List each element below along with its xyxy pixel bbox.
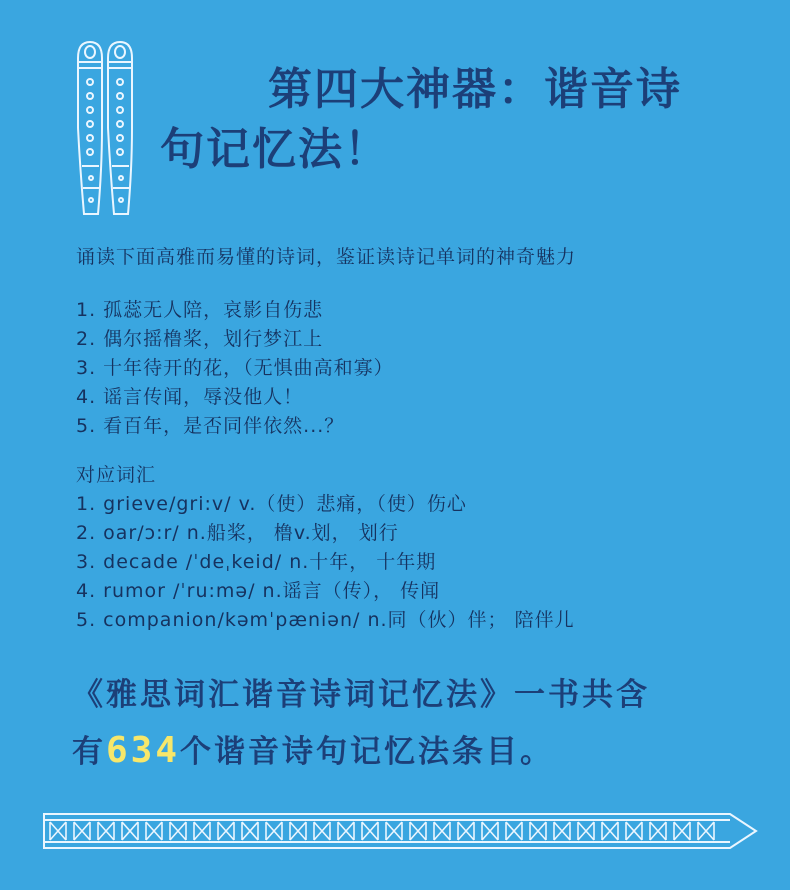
title-line-2: 句记忆法！ [160,124,390,175]
vocab-item: 3. decade /ˈdeˌkeid/ n.十年， 十年期 [76,551,437,573]
poem-line: 4. 谣言传闻，辱没他人！ [76,386,304,408]
highlight-prefix: 有 [72,734,106,770]
highlight-suffix: 个谐音诗句记忆法条目。 [180,734,555,770]
vocab-item: 5. companion/kəmˈpæniən/ n.同（伙）伴； 陪伴儿 [76,609,575,631]
highlight-line-1: 《雅思词汇谐音诗词记忆法》一书共含 [72,677,650,713]
content-section [76,243,766,635]
flute-icon [72,38,142,218]
page-title [160,60,760,180]
poem-list [76,296,766,441]
vocab-item: 4. rumor /ˈru:mə/ n.谣言（传）， 传闻 [76,580,441,602]
decorative-border-icon [40,806,760,856]
vocab-item: 2. oar/ɔ:r/ n.船桨， 橹v.划， 划行 [76,522,399,544]
highlight-line-2 [72,723,772,780]
poem-line: 5. 看百年，是否同伴依然...？ [76,415,345,437]
highlight-text [72,667,772,780]
entry-count: 634 [106,730,181,771]
title-line-1: 第四大神器：谐音诗 [268,64,682,115]
poem-line: 2. 偶尔摇橹桨，划行梦江上 [76,328,324,350]
vocab-heading: 对应词汇 [76,464,157,486]
intro-text: 诵读下面高雅而易懂的诗词，鉴证读诗记单词的神奇魅力 [76,246,577,268]
poem-line: 3. 十年待开的花，（无惧曲高和寡） [76,357,394,379]
vocab-list [76,461,766,635]
poem-line: 1. 孤蕊无人陪，哀影自伤悲 [76,299,324,321]
vocab-item: 1. grieve/gri:v/ v.（使）悲痛，（使）伤心 [76,493,467,515]
